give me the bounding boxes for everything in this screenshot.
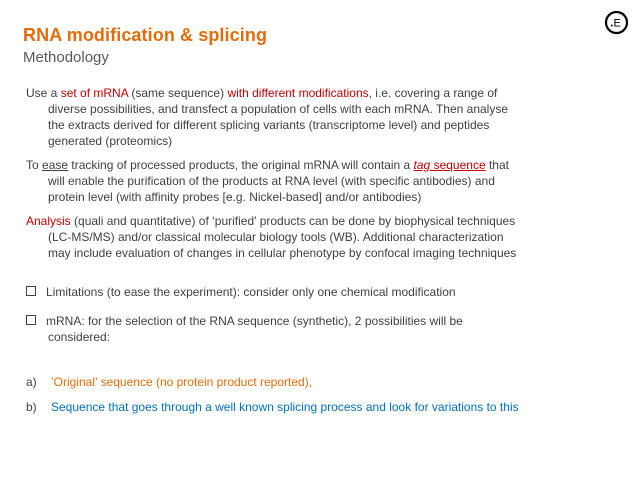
slide-subtitle: Methodology	[23, 49, 109, 66]
bullet-limitations: Limitations (to ease the experiment): consider only one chemical modification	[26, 284, 626, 300]
logo-icon	[604, 10, 629, 35]
analysis-label: Analysis	[26, 214, 71, 228]
svg-text:E: E	[613, 17, 621, 30]
modifications-text: with different modifications	[227, 86, 369, 100]
paragraph-tracking: To ease tracking of processed products, the original mRNA will contain a tag sequence that will enable the purification of the products at RNA level (with specific antibodies) and protein level (with affinity probes [e.g. Nickel-based] and/or antibodies)	[26, 158, 509, 204]
paragraph-transfection: Use a set of mRNA (same sequence) with different modifications, i.e. covering a range of diverse possibilities, and transfect a population of cells with each mRNA. Then analyse the extracts derived for different splicing variants (transcriptome level) and peptides generated (proteomics)	[26, 86, 509, 148]
paragraph-analysis: Analysis (quali and quantitative) of ‘purified’ products can be done by biophysical techniques (LC-MS/MS) and/or classical molecular biology tools (WB). Additional characterization may include evaluation of changes in cellular phenotype by confocal imaging techniques	[26, 214, 517, 260]
sequence-text: sequence	[430, 158, 486, 172]
list-item-original: a) ’Original’ sequence (no protein product reported),	[26, 375, 313, 389]
list-item-splicing: b) Sequence that goes through a well known splicing process and look for variations to this	[26, 400, 519, 414]
ease-text: ease	[42, 158, 69, 172]
bullet-mrna: mRNA: for the selection of the RNA sequence (synthetic), 2 possibilities will be considered:	[26, 313, 626, 345]
checkbox-icon	[26, 315, 36, 325]
slide-title: RNA modification & splicing	[23, 25, 268, 45]
set-of-mrna-text: set of mRNA	[60, 86, 129, 100]
tag-text: tag	[413, 158, 431, 172]
checkbox-icon	[26, 286, 36, 296]
